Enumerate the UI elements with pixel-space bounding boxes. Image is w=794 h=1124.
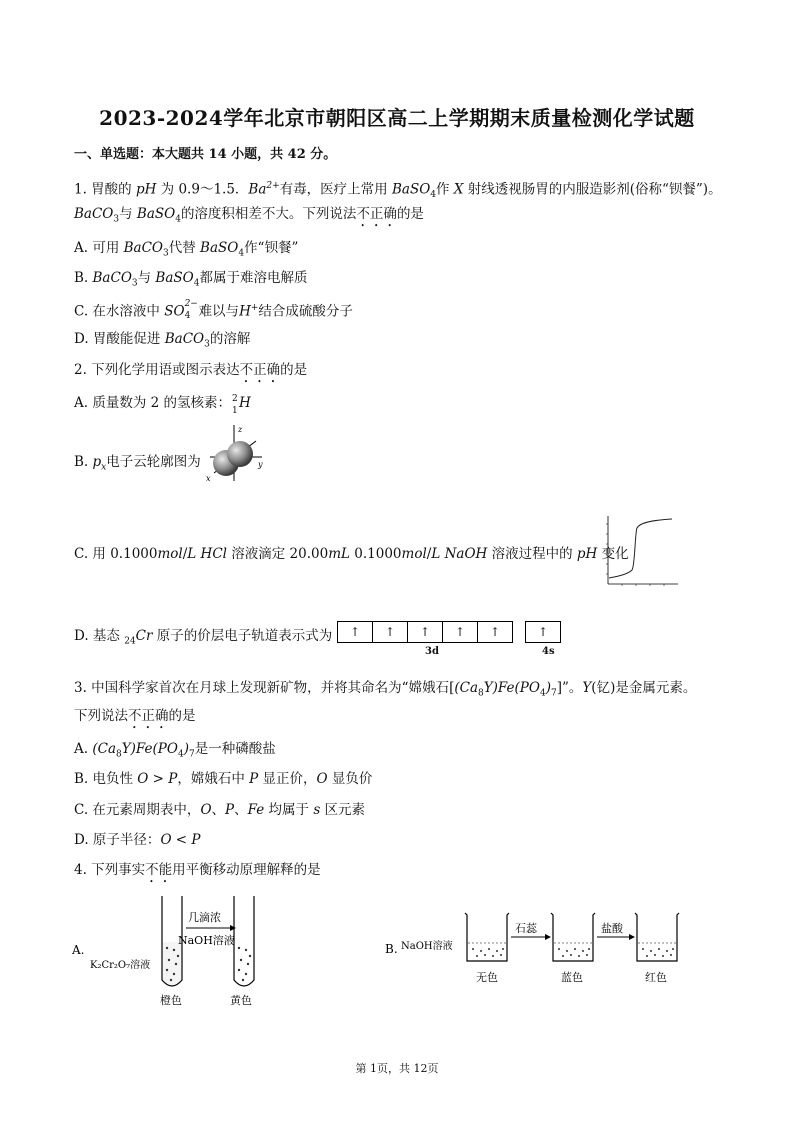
orbital-box-3d-5: ↑	[478, 621, 513, 643]
orbital-label-3d: 3d	[425, 646, 439, 657]
beaker-3-solution	[642, 948, 674, 957]
orbital-box-3d-1: ↑	[337, 621, 373, 643]
q4-option-a-label: A.	[72, 943, 85, 957]
y-axis-label: y	[258, 460, 263, 469]
test-tube-2	[234, 896, 254, 986]
q3-option-b: B. 电负性 O > P，嫦娥石中 P 显正价，O 显负价	[74, 771, 373, 787]
q3-option-a: A. $(Ca_8Y)Fe(PO_4)_7$是一种磷酸盐	[74, 741, 276, 760]
q1-stem-line2: BaCO$_3$与 BaSO$_4$的溶度积相差不大。下列说法不正确的是	[74, 206, 424, 225]
reagent-label-1: 几滴浓	[188, 911, 221, 924]
q4-option-b-label: B.	[385, 942, 398, 956]
tube-2-solution	[238, 947, 251, 981]
orbital-diagram	[337, 621, 561, 643]
beaker-2-solution	[558, 948, 590, 957]
q1-option-a: A. 可用 BaCO$_3$代替 BaSO$_4$作“钡餐”	[74, 240, 299, 259]
q1-option-d: D. 胃酸能促进 BaCO$_3$的溶解	[74, 331, 251, 350]
q3-option-d: D. 原子半径：O < P	[74, 832, 201, 848]
titration-curve	[609, 519, 672, 578]
q2-stem: 2. 下列化学用语或图示表达不正确的是	[74, 362, 308, 378]
orbital-box-3d-4: ↑	[443, 621, 478, 643]
orbital-box-3d-2: ↑	[373, 621, 408, 643]
q3-stem-line2: 下列说法不正确的是	[74, 708, 196, 724]
hydrochloric-acid-label: 盐酸	[601, 922, 623, 935]
dichromate-solution-label: K₂Cr₂O₇溶液	[90, 960, 151, 971]
beaker-1-solution	[472, 948, 504, 957]
px-orbital-figure	[200, 423, 272, 485]
beaker-3	[635, 913, 679, 961]
q4-option-a-figure	[70, 890, 310, 1010]
x-axis-label: x	[206, 474, 211, 483]
z-axis-label: z	[238, 425, 243, 434]
beaker-2	[551, 913, 595, 961]
color-label-orange: 橙色	[160, 994, 182, 1007]
q2-option-d: D. 基态 $_{24}$Cr 原子的价层电子轨道表示式为	[74, 628, 333, 647]
q3-stem-line1: 3. 中国科学家首次在月球上发现新矿物，并将其命名为“嫦娥石$[(Ca_8Y)Fe(PO_4)_7]$”。Y(钇)是金属元素。	[74, 680, 697, 699]
q4-stem: 4. 下列事实不能用平衡移动原理解释的是	[74, 862, 321, 878]
page-title: 2023-2024学年北京市朝阳区高二上学期期末质量检测化学试题	[99, 106, 695, 130]
orbital-box-3d-3: ↑	[408, 621, 443, 643]
q1-option-b: B. BaCO$_3$与 BaSO$_4$都属于难溶电解质	[74, 270, 308, 289]
orbital-lobe-back	[227, 441, 253, 467]
reagent-label-2: NaOH溶液	[178, 934, 235, 947]
orbital-label-4s: 4s	[542, 646, 555, 657]
naoh-solution-label: NaOH溶液	[401, 941, 453, 952]
color-label-blue: 蓝色	[561, 971, 583, 984]
litmus-label: 石蕊	[515, 922, 537, 935]
q1-option-c: C. 在水溶液中 SO 2− 4 难以与H+结合成硫酸分子	[74, 299, 353, 321]
q2-option-b: B. $p_x$电子云轮廓图为	[74, 454, 201, 473]
color-label-yellow: 黄色	[230, 994, 252, 1007]
color-label-colorless: 无色	[476, 971, 498, 984]
color-label-red: 红色	[645, 971, 667, 984]
q4-option-b-figure	[383, 905, 683, 990]
q3-option-c: C. 在元素周期表中，O、P、Fe 均属于 s 区元素	[74, 802, 366, 818]
q1-stem-line1: 1. 胃酸的 pH 为 0.9～1.5．$Ba^{2+}$有毒，医疗上常用 BaSO$_4$作 X 射线透视肠胃的内服造影剂(俗称“钡餐”)。	[74, 181, 722, 201]
q2-option-a: A. 质量数为 2 的氢核素： 2 1 H	[74, 394, 251, 416]
beaker-1	[465, 913, 509, 961]
page-footer: 第 1页，共 12页	[355, 1062, 439, 1075]
titration-curve-figure	[600, 512, 680, 592]
section-heading: 一、单选题：本大题共 14 小题，共 42 分。	[74, 147, 337, 162]
q2-option-c: C. 用 0.1000mol/L HCl 溶液滴定 20.00mL 0.1000mol/L NaOH 溶液过程中的 pH 变化	[74, 546, 629, 562]
orbital-box-4s: ↑	[525, 621, 561, 643]
